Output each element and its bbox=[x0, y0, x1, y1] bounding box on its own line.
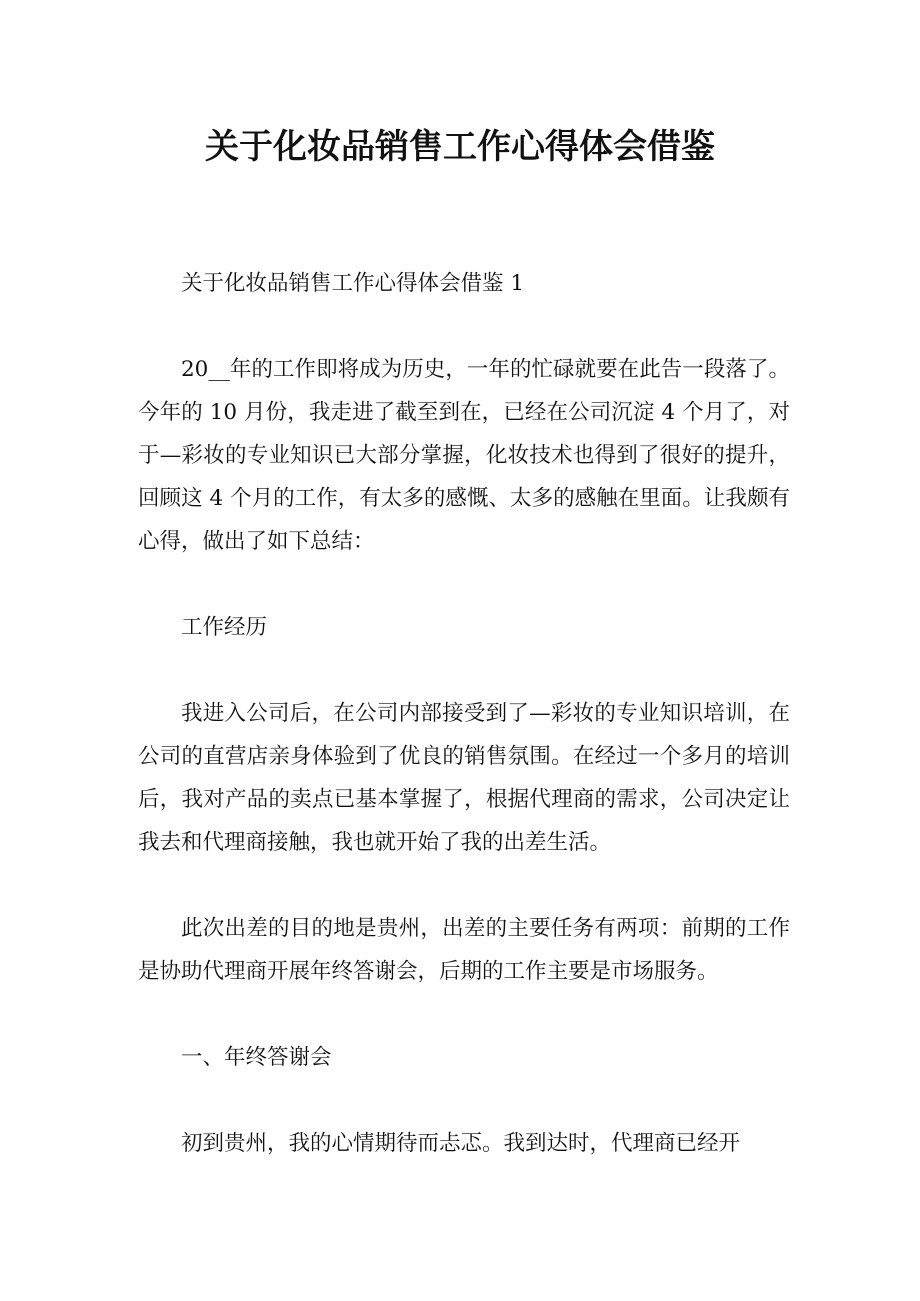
section-heading: 工作经历 bbox=[181, 615, 268, 640]
body-paragraph: 此次出差的目的地是贵州，出差的主要任务有两项：前期的工作是协助代理商开展年终答谢会，后期的工作主要是市场服务。 bbox=[138, 916, 790, 984]
document-title: 关于化妆品销售工作心得体会借鉴 bbox=[205, 127, 715, 167]
body-paragraph: 初到贵州，我的心情期待而忐忑。我到达时，代理商已经开 bbox=[181, 1131, 741, 1156]
document-body bbox=[138, 262, 790, 1165]
body-paragraph: 我进入公司后，在公司内部接受到了—彩妆的专业知识培训，在公司的直营店亲身体验到了优良的销售氛围。在经过一个多月的培训后，我对产品的卖点已基本掌握了，根据代理商的需求，公司决定让我去和代理商接触，我也就开始了我的出差生活。 bbox=[138, 701, 790, 855]
section-heading: 一、年终答谢会 bbox=[181, 1045, 332, 1070]
body-paragraph: 20__年的工作即将成为历史，一年的忙碌就要在此告一段落了。今年的 10 月份，我走进了截至到在，已经在公司沉淀 4 个月了，对于—彩妆的专业知识已大部分掌握，化妆技术也得到了很好的提升，回顾这 4 个月的工作，有太多的感慨、太多的感触在里面。让我颇有心得，做出了如下总结： bbox=[138, 357, 790, 554]
section-heading: 关于化妆品销售工作心得体会借鉴 1 bbox=[181, 271, 525, 296]
